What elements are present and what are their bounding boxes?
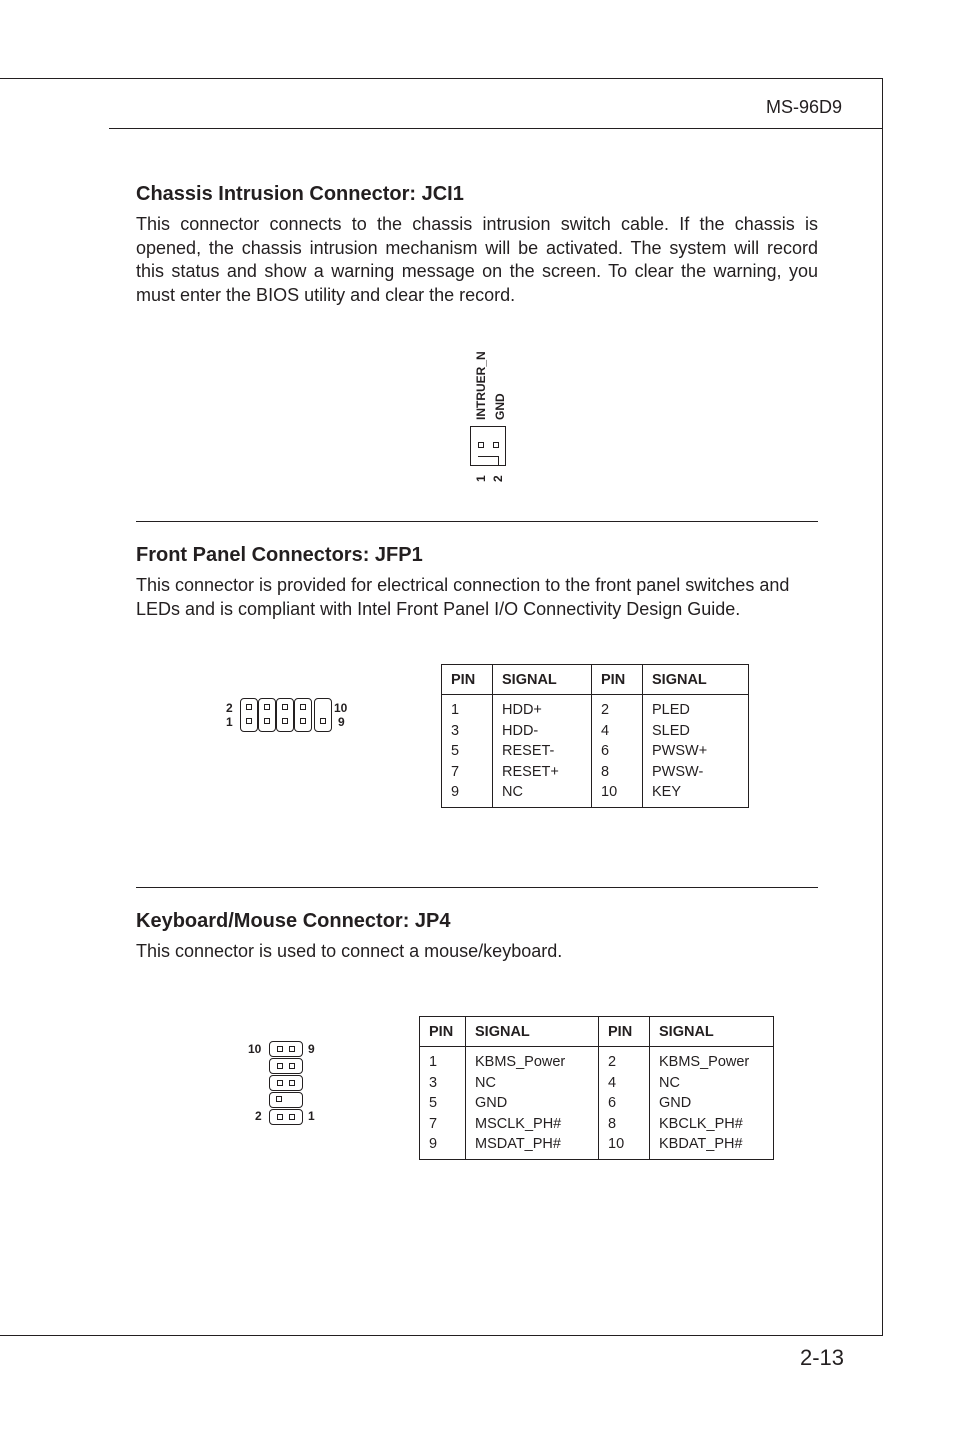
pin-signal: KBDAT_PH# [659, 1136, 743, 1153]
pin-signal: PLED [652, 702, 690, 718]
jp4-label-top-right: 9 [308, 1042, 315, 1056]
table-header: SIGNAL [650, 1017, 774, 1047]
section-divider [136, 521, 818, 522]
jfp1-pin [264, 704, 270, 710]
page-number: 2-13 [800, 1345, 845, 1370]
jfp1-pin [264, 718, 270, 724]
pin-signal: KEY [652, 784, 682, 801]
pin-signal: PWSW+ [652, 743, 708, 760]
table-cell [466, 1047, 599, 1160]
jci1-signal-label-2: GND [493, 393, 507, 420]
pin-number: 10 [601, 784, 618, 801]
pin-number: 2 [601, 702, 610, 718]
pin-number: 8 [608, 1115, 617, 1132]
table-header-row [442, 665, 749, 695]
table-header: PIN [592, 665, 643, 695]
bottom-rule [0, 1335, 883, 1336]
jp4-pin-square [276, 1096, 282, 1102]
jp4-label-top-left: 10 [248, 1042, 262, 1056]
jfp1-pin [300, 704, 306, 710]
pin-signal: SLED [652, 722, 690, 739]
section-title-jci1: Chassis Intrusion Connector: JCI1 [136, 183, 464, 205]
jfp1-pin-pair [314, 698, 332, 732]
pin-signal: PWSW- [652, 763, 704, 780]
pin-signal: RESET- [502, 743, 555, 760]
table-cell [442, 695, 493, 808]
jci1-pin-2 [493, 442, 499, 448]
table-header-row [420, 1017, 774, 1047]
pin-number: 3 [451, 722, 460, 739]
jfp1-label-top-left: 2 [226, 701, 233, 715]
jp4-pin [277, 1063, 283, 1069]
jci1-pin-label-2: 2 [491, 475, 505, 482]
pin-signal: RESET+ [502, 763, 559, 780]
table-header: SIGNAL [643, 665, 749, 695]
table-header: SIGNAL [466, 1017, 599, 1047]
jfp1-pin [282, 704, 288, 710]
jp4-pin [289, 1114, 295, 1120]
jp4-pin-pair [269, 1041, 303, 1057]
pin-signal: KBMS_Power [475, 1054, 566, 1070]
section-divider [136, 887, 818, 888]
jfp1-label-top-right: 10 [334, 701, 348, 715]
pin-number: 7 [451, 763, 460, 780]
table-row [442, 695, 749, 808]
table-header: PIN [442, 665, 493, 695]
section-body-jci1: This connector connects to the chassis intrusion switch cable. If the chassis is opened, the chassis intrusion mechanism will be activated. The system will record this status and show a warning message on the screen. To clear the warning, you must enter the BIOS utility and clear the record. [136, 214, 818, 305]
jci1-key-line [478, 456, 498, 457]
section-title-jfp1: Front Panel Connectors: JFP1 [136, 544, 423, 566]
jp4-pin [277, 1114, 283, 1120]
table-header: PIN [599, 1017, 650, 1047]
jci1-key-notch [498, 456, 499, 466]
header-rule [109, 128, 883, 129]
table-row [420, 1047, 774, 1160]
pin-number: 4 [608, 1074, 617, 1091]
section-body-jp4: This connector is used to connect a mouse/keyboard. [136, 941, 563, 961]
jp4-pin [289, 1046, 295, 1052]
pin-signal: GND [475, 1095, 508, 1112]
pin-number: 4 [601, 722, 610, 739]
table-header: SIGNAL [493, 665, 592, 695]
jp4-pin [277, 1046, 283, 1052]
jp4-pin [289, 1080, 295, 1086]
jci1-housing [470, 426, 506, 466]
pin-number: 5 [429, 1095, 438, 1112]
right-rule [882, 78, 883, 1336]
pin-signal: HDD+ [502, 702, 542, 718]
jp4-pin-pair [269, 1109, 303, 1125]
section-title-jp4: Keyboard/Mouse Connector: JP4 [136, 910, 451, 932]
pin-number: 3 [429, 1074, 438, 1091]
pin-number: 10 [608, 1136, 625, 1153]
pin-number: 7 [429, 1115, 438, 1132]
table-cell [592, 695, 643, 808]
table-cell [650, 1047, 774, 1160]
pin-signal: MSCLK_PH# [475, 1115, 562, 1132]
pin-number: 2 [608, 1054, 617, 1070]
pin-signal: KBMS_Power [659, 1054, 750, 1070]
pin-number: 5 [451, 743, 460, 760]
table-header: PIN [420, 1017, 466, 1047]
jfp1-pin [246, 704, 252, 710]
pin-number: 9 [429, 1136, 438, 1153]
pin-signal: NC [659, 1074, 680, 1091]
section-body-jfp1: This connector is provided for electrical connection to the front panel switches and LEDs and is compliant with Intel Front Panel I/O Connectivity Design Guide. [136, 575, 790, 619]
jfp1-pin [300, 718, 306, 724]
pin-signal: NC [475, 1074, 496, 1091]
table-cell [643, 695, 749, 808]
jp4-pin [289, 1063, 295, 1069]
table-cell [493, 695, 592, 808]
jp4-pin [277, 1080, 283, 1086]
table-cell [420, 1047, 466, 1160]
pin-number: 1 [451, 702, 460, 718]
jci1-signal-label-1: INTRUER_N [474, 351, 488, 420]
pin-number: 6 [608, 1095, 617, 1112]
jp4-pin-table [419, 1016, 774, 1160]
pin-number: 8 [601, 763, 610, 780]
jp4-pin-pair [269, 1075, 303, 1091]
jfp1-pin [246, 718, 252, 724]
pin-number: 6 [601, 743, 610, 760]
table-cell [599, 1047, 650, 1160]
pin-signal: KBCLK_PH# [659, 1115, 743, 1132]
pin-signal: GND [659, 1095, 692, 1112]
pin-number: 1 [429, 1054, 438, 1070]
jfp1-pin-table [441, 664, 749, 808]
model-number: MS-96D9 [766, 97, 843, 117]
jci1-pin-label-1: 1 [474, 475, 488, 482]
pin-signal: MSDAT_PH# [475, 1136, 561, 1153]
pin-signal: HDD- [502, 722, 539, 739]
top-rule [0, 78, 883, 79]
pin-number: 9 [451, 784, 460, 801]
jfp1-pin [282, 718, 288, 724]
jp4-pin-pair [269, 1058, 303, 1074]
jp4-label-bottom-left: 2 [255, 1109, 262, 1123]
jp4-pin-pair [269, 1092, 303, 1108]
jci1-pin-1 [478, 442, 484, 448]
pin-signal: NC [502, 784, 523, 801]
jp4-label-bottom-right: 1 [308, 1109, 315, 1123]
jfp1-label-bottom-right: 9 [338, 715, 345, 729]
jfp1-label-bottom-left: 1 [226, 715, 233, 729]
jfp1-pin [320, 718, 326, 724]
